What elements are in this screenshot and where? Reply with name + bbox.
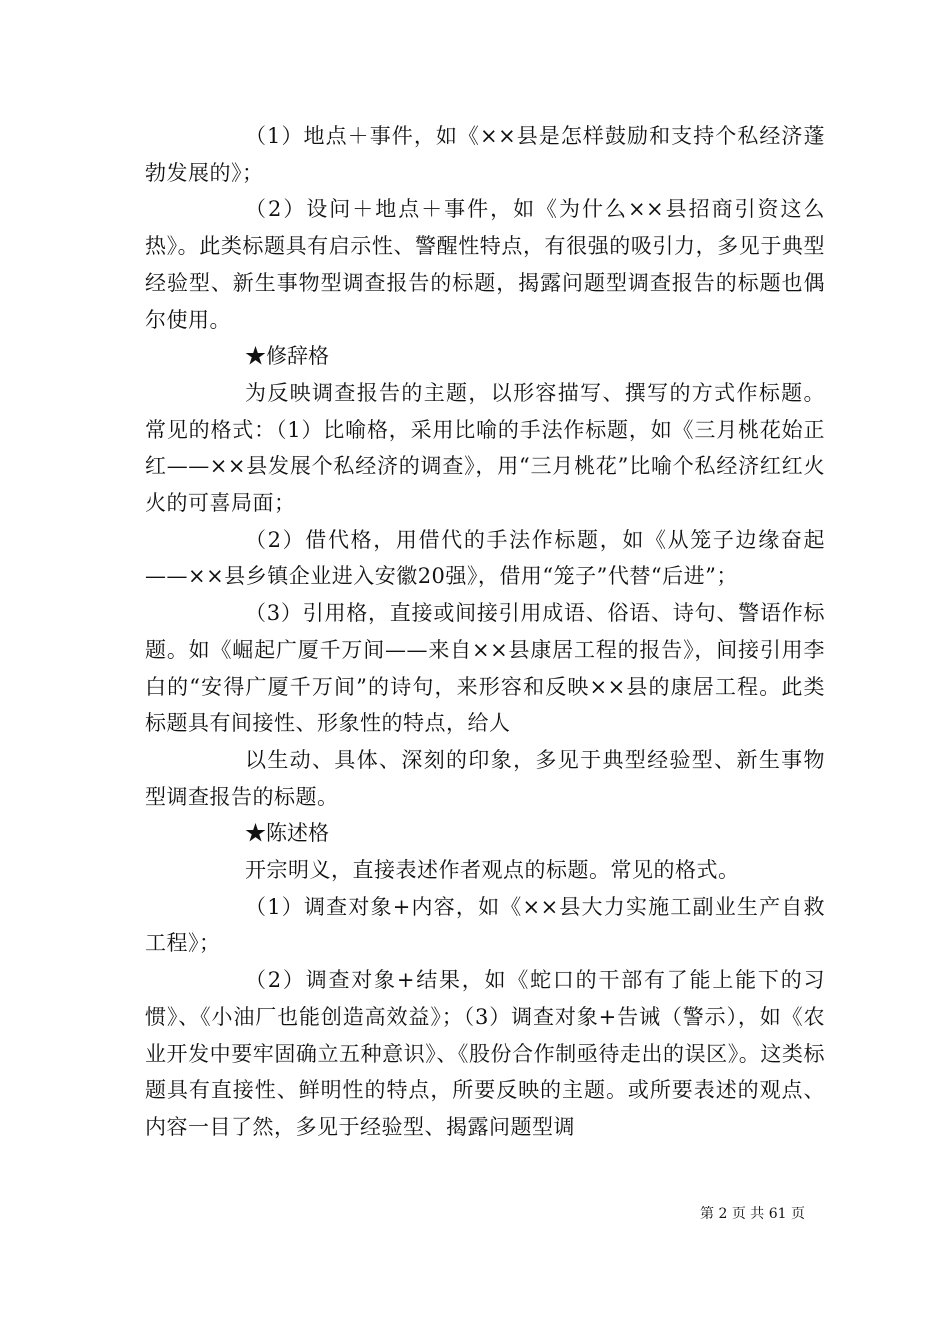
paragraph-subject-content: （1）调查对象+内容，如《××县大力实施工副业生产自救工程》； [145, 894, 825, 956]
paragraph-metonymy: （2）借代格，用借代的手法作标题，如《从笼子边缘奋起——××县乡镇企业进入安徽20强》，借用“笼子”代替“后进”； [145, 527, 825, 589]
document-body [145, 118, 825, 1146]
paragraph-rhetoric-intro: 为反映调查报告的主题，以形容描写、撰写的方式作标题。常见的格式：（1）比喻格，采用比喻的手法作标题，如《三月桃花始正红——××县发展个私经济的调查》，用“三月桃花”比喻个私经济红红火火的可喜局面； [145, 380, 825, 516]
paragraph-statement-intro: 开宗明义，直接表述作者观点的标题。常见的格式。 [245, 858, 740, 883]
page-number-footer: 第 2 页 共 61 页 [700, 1206, 805, 1222]
section-heading-rhetoric: ★修辞格 [245, 344, 329, 369]
paragraph-citation-continued: 以生动、具体、深刻的印象，多见于典型经验型、新生事物型调查报告的标题。 [145, 747, 825, 809]
section-heading-statement: ★陈述格 [245, 821, 329, 846]
paragraph-subject-result: （2）调查对象+结果，如《蛇口的干部有了能上能下的习惯》、《小油厂也能创造高效益》；（3）调查对象+告诫（警示），如《农业开发中要牢固确立五种意识》、《股份合作制亟待走出的误区》。这类标题具有直接性、鲜明性的特点，所要反映的主题。或所要表述的观点、内容一目了然，多见于经验型、揭露问题型调 [145, 968, 825, 1139]
paragraph-location-event: （1）地点＋事件，如《××县是怎样鼓励和支持个私经济蓬勃发展的》； [145, 124, 825, 185]
paragraph-citation: （3）引用格，直接或间接引用成语、俗语、诗句、警语作标题。如《崛起广厦千万间——来自××县康居工程的报告》，间接引用李白的“安得广厦千万间”的诗句，来形容和反映××县的康居工程。此类标题具有间接性、形象性的特点，给人 [145, 601, 825, 736]
paragraph-question-location-event: （2）设问＋地点＋事件，如《为什么××县招商引资这么热》。此类标题具有启示性、警醒性特点，有很强的吸引力，多见于典型经验型、新生事物型调查报告的标题，揭露问题型调查报告的标题也偶尔使用。 [145, 197, 825, 332]
